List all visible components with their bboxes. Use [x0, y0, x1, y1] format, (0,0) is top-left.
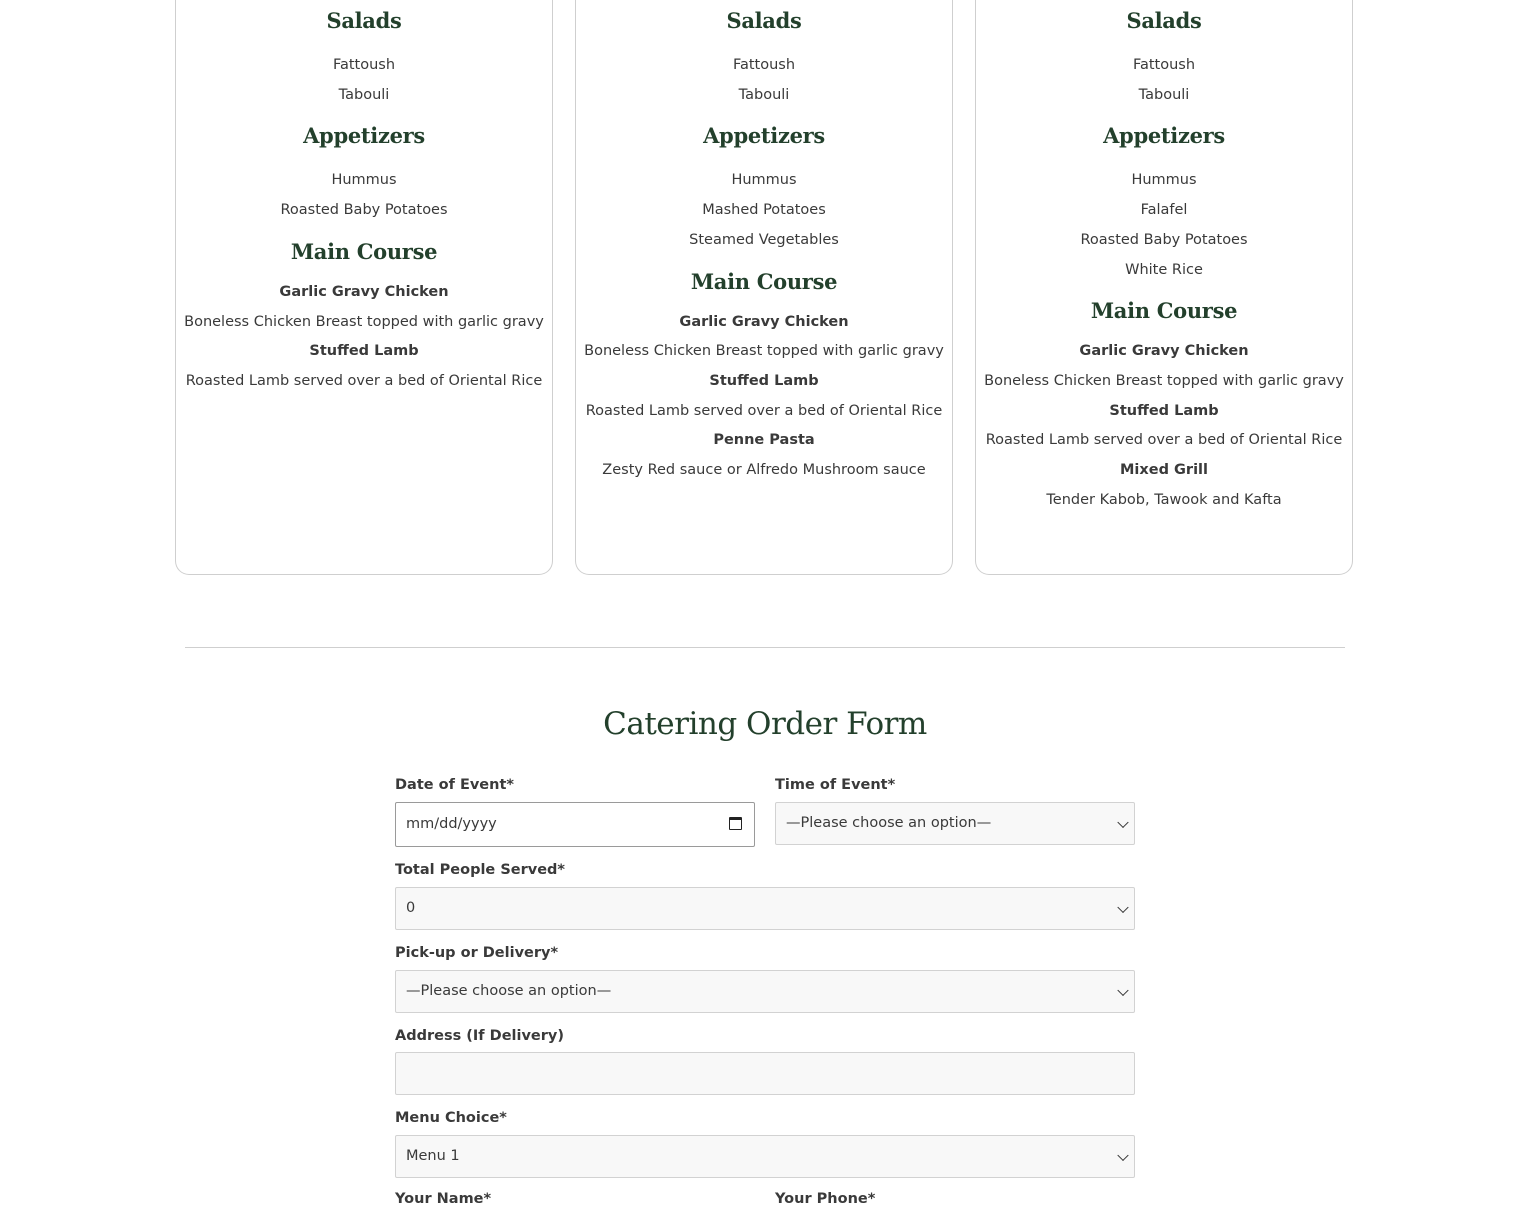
section-divider — [185, 647, 1345, 648]
appetizer-item: Mashed Potatoes — [702, 202, 826, 219]
main-course-description: Roasted Lamb served over a bed of Oriental Rice — [185, 372, 543, 389]
appetizers-heading: Appetizers — [1103, 123, 1225, 149]
main-course-heading: Main Course — [690, 268, 838, 294]
appetizer-item: Roasted Baby Potatoes — [280, 202, 448, 219]
main-course-description: Boneless Chicken Breast topped with garlic gravy — [584, 343, 944, 360]
form-title: Catering Order Form — [603, 706, 927, 742]
salads-heading: Salads — [726, 8, 802, 33]
main-course-name: Garlic Gravy Chicken — [679, 313, 849, 330]
time-select-value: —Please choose an option— — [786, 815, 992, 831]
calendar-icon[interactable] — [729, 817, 742, 830]
appetizer-item: White Rice — [1125, 261, 1203, 278]
menu-card-3 — [975, 0, 1353, 575]
appetizer-item: Falafel — [1140, 202, 1188, 219]
people-label: Total People Served* — [395, 862, 565, 878]
main-course-name: Stuffed Lamb — [709, 372, 819, 389]
main-course-name: Stuffed Lamb — [309, 343, 419, 360]
chevron-down-icon — [1117, 901, 1128, 912]
pickup-delivery-select[interactable] — [395, 970, 1135, 1013]
appetizers-heading: Appetizers — [703, 123, 825, 149]
main-course-description: Roasted Lamb served over a bed of Oriental Rice — [585, 402, 943, 419]
chevron-down-icon — [1117, 816, 1128, 827]
main-course-heading: Main Course — [290, 238, 438, 264]
address-input[interactable] — [395, 1052, 1135, 1095]
pickup-select-value: —Please choose an option— — [406, 983, 612, 999]
salad-item: Tabouli — [1138, 86, 1190, 103]
appetizer-item: Hummus — [731, 172, 797, 189]
appetizer-item: Hummus — [331, 172, 397, 189]
salads-heading: Salads — [326, 8, 402, 33]
phone-label: Your Phone* — [775, 1191, 876, 1207]
menu-choice-select[interactable] — [395, 1135, 1135, 1178]
name-label: Your Name* — [395, 1191, 492, 1207]
main-course-name: Garlic Gravy Chicken — [1079, 343, 1249, 360]
time-label: Time of Event* — [775, 777, 896, 793]
appetizer-item: Steamed Vegetables — [689, 231, 839, 248]
address-label: Address (If Delivery) — [395, 1028, 564, 1044]
main-course-description: Tender Kabob, Tawook and Kafta — [1046, 491, 1282, 508]
menu-card-1 — [175, 0, 553, 575]
main-course-description: Zesty Red sauce or Alfredo Mushroom sauce — [602, 462, 926, 478]
date-label: Date of Event* — [395, 777, 514, 793]
main-course-name: Garlic Gravy Chicken — [279, 283, 449, 300]
time-select[interactable] — [775, 802, 1135, 845]
main-course-heading: Main Course — [1090, 298, 1238, 324]
appetizer-item: Roasted Baby Potatoes — [1080, 231, 1248, 248]
chevron-down-icon — [1117, 984, 1128, 995]
salad-item: Tabouli — [338, 86, 390, 103]
pickup-label: Pick-up or Delivery* — [395, 945, 559, 961]
appetizers-heading: Appetizers — [303, 123, 425, 149]
date-input[interactable] — [395, 802, 755, 847]
menu-options — [175, 0, 1355, 577]
menu-card-2 — [575, 0, 953, 575]
main-course-description: Boneless Chicken Breast topped with garlic gravy — [984, 372, 1344, 389]
salad-item: Tabouli — [738, 86, 790, 103]
main-course-name: Stuffed Lamb — [1109, 402, 1219, 419]
menu-choice-label: Menu Choice* — [395, 1110, 507, 1126]
menu-choice-value: Menu 1 — [406, 1148, 460, 1164]
date-placeholder: mm/dd/yyyy — [406, 816, 497, 832]
salads-heading: Salads — [1126, 8, 1202, 33]
people-select[interactable] — [395, 887, 1135, 930]
salad-item: Fattoush — [1132, 57, 1196, 73]
main-course-description: Roasted Lamb served over a bed of Oriental Rice — [985, 432, 1343, 449]
salad-item: Fattoush — [332, 57, 396, 73]
chevron-down-icon — [1117, 1149, 1128, 1160]
main-course-description: Boneless Chicken Breast topped with garlic gravy — [184, 313, 544, 330]
people-select-value: 0 — [406, 900, 416, 916]
salad-item: Fattoush — [732, 57, 796, 73]
main-course-name: Mixed Grill — [1120, 462, 1208, 478]
appetizer-item: Hummus — [1131, 172, 1197, 189]
main-course-name: Penne Pasta — [713, 432, 815, 449]
